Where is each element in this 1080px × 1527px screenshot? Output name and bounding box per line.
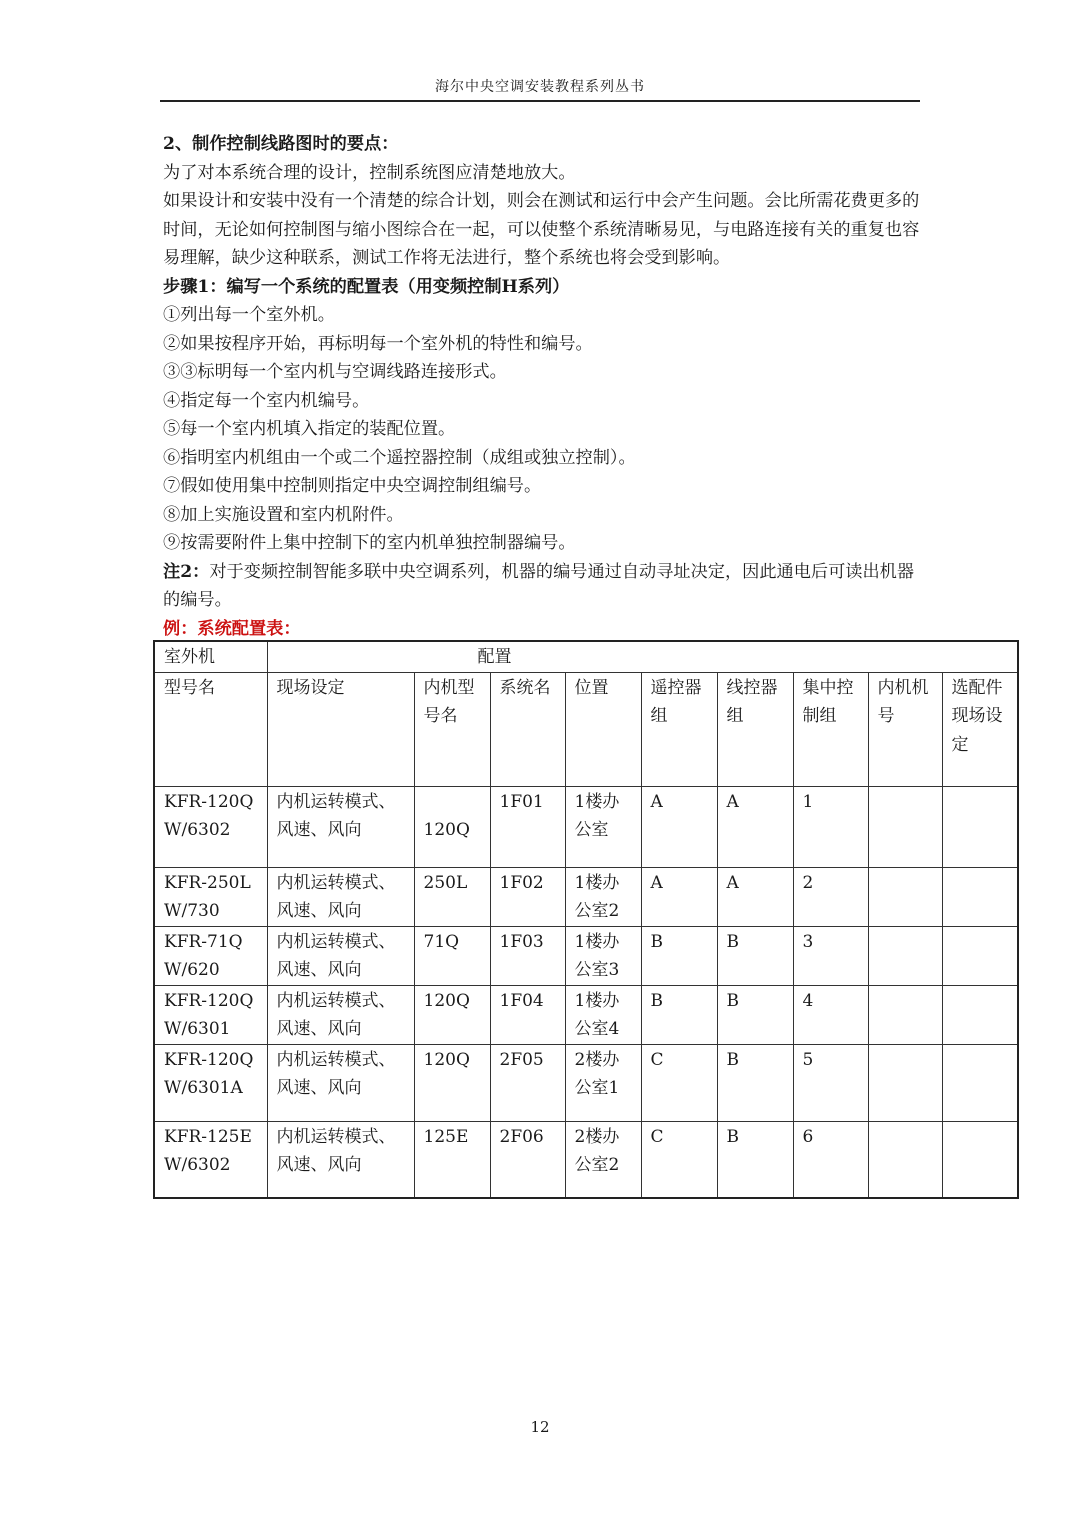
note2: [163, 558, 923, 615]
outdoor-group-header: 室外机: [154, 641, 267, 672]
cell-system: 2F06: [490, 1121, 565, 1198]
cell-unit: [868, 1121, 942, 1198]
column-header: 系统名: [490, 672, 565, 786]
column-header: 内机型号名: [414, 672, 490, 786]
column-header: 集中控制组: [793, 672, 868, 786]
config-group-header: 配置: [267, 641, 1018, 672]
cell-central: 2: [793, 867, 868, 926]
column-header: 线控器组: [717, 672, 793, 786]
table-column-header-row: [154, 672, 1018, 786]
cell-location: 1楼办公室4: [565, 985, 641, 1044]
paragraph: 如果设计和安装中没有一个清楚的综合计划，则会在测试和运行中会产生问题。会比所需花费更多的时间，无论如何控制图与缩小图综合在一起，可以使整个系统清晰易见，与电路连接有关的重复也容易理解，缺少这种联系，测试工作将无法进行，整个系统也将会受到影响。: [163, 191, 920, 268]
cell-option: [942, 786, 1018, 867]
step-item: ⑨按需要附件上集中控制下的室内机单独控制器编号。: [163, 533, 576, 553]
cell-setting: 内机运转模式、风速、风向: [267, 867, 414, 926]
page-number: 12: [530, 1418, 550, 1436]
column-header: 选配件现场设定: [942, 672, 1018, 786]
table-row: [154, 867, 1018, 926]
cell-remote: B: [641, 926, 717, 985]
table-row: [154, 1044, 1018, 1121]
cell-wired: A: [717, 867, 793, 926]
cell-location: 2楼办公室1: [565, 1044, 641, 1121]
cell-system: 2F05: [490, 1044, 565, 1121]
cell-central: 6: [793, 1121, 868, 1198]
paragraph: 为了对本系统合理的设计，控制系统图应清楚地放大。: [163, 162, 576, 183]
cell-system: 1F01: [490, 786, 565, 867]
step-item: ③③标明每一个室内机与空调线路连接形式。: [163, 362, 507, 382]
cell-setting: 内机运转模式、风速、风向: [267, 1044, 414, 1121]
cell-option: [942, 1044, 1018, 1121]
cell-indoor: 120Q: [414, 786, 490, 867]
cell-system: 1F03: [490, 926, 565, 985]
cell-option: [942, 867, 1018, 926]
cell-remote: A: [641, 786, 717, 867]
step-item: ①列出每一个室外机。: [163, 305, 335, 325]
cell-setting: 内机运转模式、风速、风向: [267, 1121, 414, 1198]
running-header: 海尔中央空调安装教程系列丛书: [435, 79, 645, 95]
cell-indoor: 125E: [414, 1121, 490, 1198]
cell-unit: [868, 926, 942, 985]
column-header: 遥控器组: [641, 672, 717, 786]
cell-remote: B: [641, 985, 717, 1044]
cell-indoor: 250L: [414, 867, 490, 926]
cell-location: 1楼办公室3: [565, 926, 641, 985]
cell-model: KFR-250LW/730: [154, 867, 267, 926]
column-header: 内机机号: [868, 672, 942, 786]
header-rule: [160, 100, 920, 102]
table-row: [154, 985, 1018, 1044]
cell-model: KFR-125EW/6302: [154, 1121, 267, 1198]
table-row: [154, 786, 1018, 867]
step-item: ⑧加上实施设置和室内机附件。: [163, 504, 404, 525]
table-row: [154, 926, 1018, 985]
cell-model: KFR-120QW/6301A: [154, 1044, 267, 1121]
cell-system: 1F02: [490, 867, 565, 926]
cell-option: [942, 926, 1018, 985]
cell-indoor: 120Q: [414, 1044, 490, 1121]
cell-wired: A: [717, 786, 793, 867]
cell-option: [942, 1121, 1018, 1198]
cell-setting: 内机运转模式、风速、风向: [267, 985, 414, 1044]
step-item: ⑤每一个室内机填入指定的装配位置。: [163, 419, 456, 439]
cell-unit: [868, 867, 942, 926]
cell-location: 1楼办公室: [565, 786, 641, 867]
cell-unit: [868, 1044, 942, 1121]
cell-setting: 内机运转模式、风速、风向: [267, 786, 414, 867]
cell-wired: B: [717, 926, 793, 985]
cell-central: 5: [793, 1044, 868, 1121]
column-header: 型号名: [154, 672, 267, 786]
example-title: 例：系统配置表：: [163, 618, 301, 639]
cell-indoor: 120Q: [414, 985, 490, 1044]
cell-wired: B: [717, 1121, 793, 1198]
cell-remote: C: [641, 1121, 717, 1198]
step1-heading: 步骤1：编写一个系统的配置表（用变频控制H系列）: [163, 276, 570, 297]
note2-label: 注2：: [163, 561, 210, 582]
system-config-table: [153, 640, 1019, 1199]
cell-central: 3: [793, 926, 868, 985]
cell-indoor: 71Q: [414, 926, 490, 985]
column-header: 现场设定: [267, 672, 414, 786]
cell-model: KFR-120QW/6301: [154, 985, 267, 1044]
document-body: [163, 130, 923, 643]
cell-central: 1: [793, 786, 868, 867]
cell-remote: C: [641, 1044, 717, 1121]
cell-unit: [868, 985, 942, 1044]
cell-system: 1F04: [490, 985, 565, 1044]
cell-location: 2楼办公室2: [565, 1121, 641, 1198]
step-item: ⑥指明室内机组由一个或二个遥控器控制（成组或独立控制）。: [163, 447, 636, 468]
cell-setting: 内机运转模式、风速、风向: [267, 926, 414, 985]
step-item: ④指定每一个室内机编号。: [163, 390, 370, 411]
step-item: ②如果按程序开始，再标明每一个室外机的特性和编号。: [163, 333, 593, 354]
cell-option: [942, 985, 1018, 1044]
table-row: [154, 1121, 1018, 1198]
cell-model: KFR-120QW/6302: [154, 786, 267, 867]
table-group-header-row: [154, 641, 1018, 672]
cell-wired: B: [717, 985, 793, 1044]
cell-wired: B: [717, 1044, 793, 1121]
cell-model: KFR-71QW/620: [154, 926, 267, 985]
step-item: ⑦假如使用集中控制则指定中央空调控制组编号。: [163, 476, 542, 496]
cell-remote: A: [641, 867, 717, 926]
cell-location: 1楼办公室2: [565, 867, 641, 926]
cell-central: 4: [793, 985, 868, 1044]
note2-text: 对于变频控制智能多联中央空调系列，机器的编号通过自动寻址决定，因此通电后可读出机器的编号。: [163, 561, 915, 610]
cell-unit: [868, 786, 942, 867]
column-header: 位置: [565, 672, 641, 786]
section-heading: 2、制作控制线路图时的要点：: [163, 134, 399, 154]
